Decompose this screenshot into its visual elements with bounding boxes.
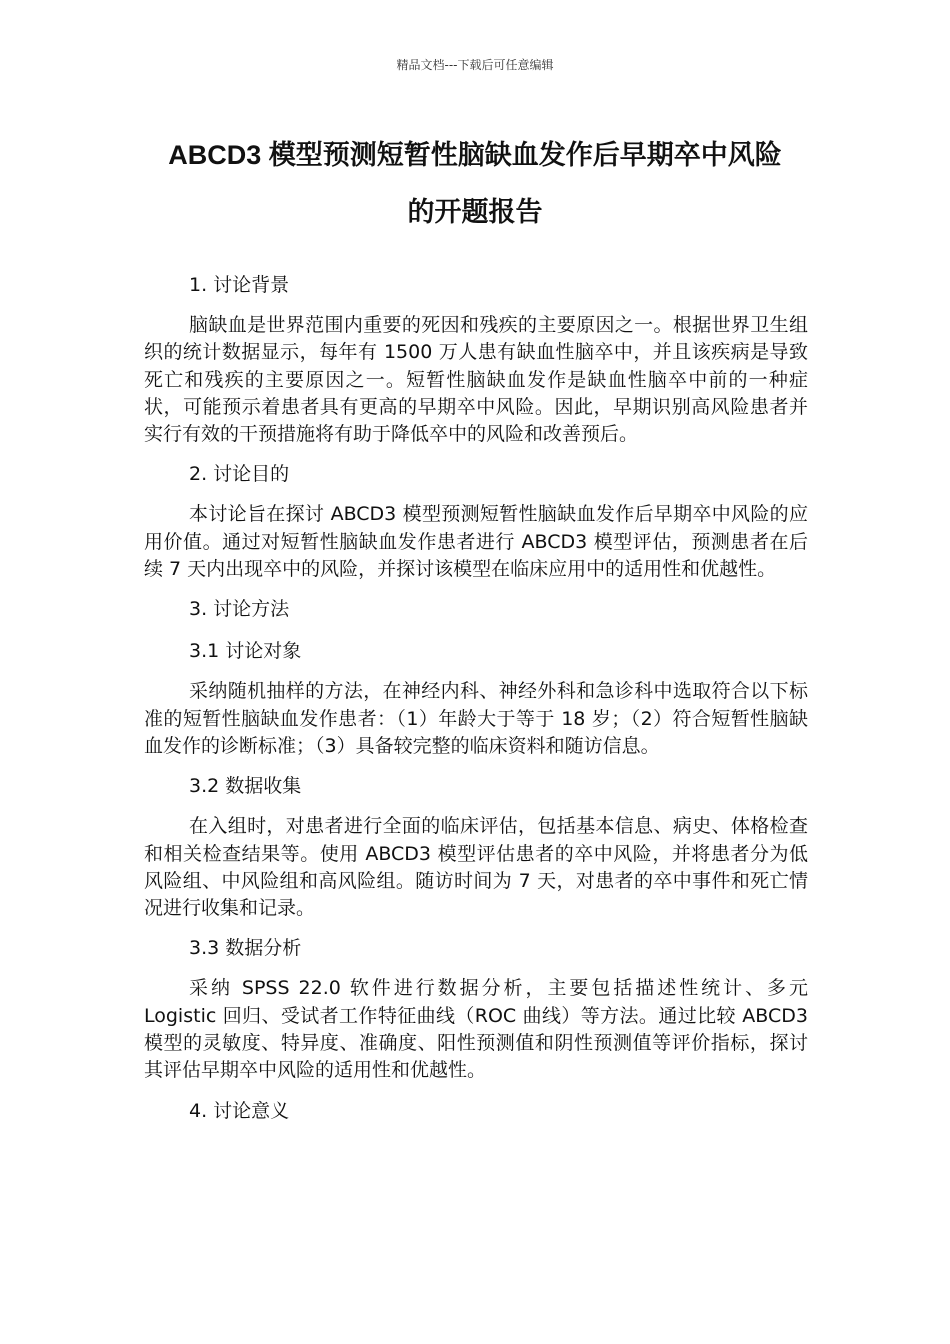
subsection-heading-data-collection: 3.2 数据收集 xyxy=(189,775,302,798)
section-heading-significance: 4. 讨论意义 xyxy=(189,1099,290,1122)
paragraph-background: 脑缺血是世界范围内重要的死因和残疾的主要原因之一。根据世界卫生组织的统计数据显示，每年有 1500 万人患有缺血性脑卒中，并且该疾病是导致死亡和残疾的主要原因之一。短暂性脑缺血发作是缺血性脑卒中前的一种症状，可能预示着患者具有更高的早期卒中风险。因此，早期识别高风险患者并实行有效的干预措施将有助于降低卒中的风险和改善预后。 xyxy=(144,314,808,446)
subsection-heading-data-analysis: 3.3 数据分析 xyxy=(189,937,302,960)
section-heading-purpose: 2. 讨论目的 xyxy=(189,463,290,486)
document-title-line-2: 的开题报告 xyxy=(407,197,543,227)
section-heading-background: 1. 讨论背景 xyxy=(189,274,290,296)
paragraph-data-analysis: 采纳 SPSS 22.0 软件进行数据分析，主要包括描述性统计、多元 Logistic 回归、受试者工作特征曲线（ROC 曲线）等方法。通过比较 ABCD3 模型的灵敏度、特异度、准确度、阳性预测值和阴性预测值等评价指标，探讨其评估早期卒中风险的适用性和优越性。 xyxy=(144,977,808,1082)
paragraph-purpose: 本讨论旨在探讨 ABCD3 模型预测短暂性脑缺血发作后早期卒中风险的应用价值。通过对短暂性脑缺血发作患者进行 ABCD3 模型评估，预测患者在后续 7 天内出现卒中的风险，并探讨该模型在临床应用中的适用性和优越性。 xyxy=(144,503,808,581)
subsection-heading-subjects: 3.1 讨论对象 xyxy=(189,640,302,663)
paragraph-subjects: 采纳随机抽样的方法，在神经内科、神经外科和急诊科中选取符合以下标准的短暂性脑缺血发作患者：（1）年龄大于等于 18 岁；（2）符合短暂性脑缺血发作的诊断标准；（3）具备较完整的临床资料和随访信息。 xyxy=(144,680,808,757)
document-title-line-1: ABCD3 模型预测短暂性脑缺血发作后早期卒中风险 xyxy=(168,140,782,170)
section-heading-methods: 3. 讨论方法 xyxy=(189,598,290,621)
header-note: 精品文档---下载后可任意编辑 xyxy=(396,58,554,72)
paragraph-data-collection: 在入组时，对患者进行全面的临床评估，包括基本信息、病史、体格检查和相关检查结果等。使用 ABCD3 模型评估患者的卒中风险，并将患者分为低风险组、中风险组和高风险组。随访时间为 7 天，对患者的卒中事件和死亡情况进行收集和记录。 xyxy=(144,815,808,920)
document-body xyxy=(144,270,808,1138)
